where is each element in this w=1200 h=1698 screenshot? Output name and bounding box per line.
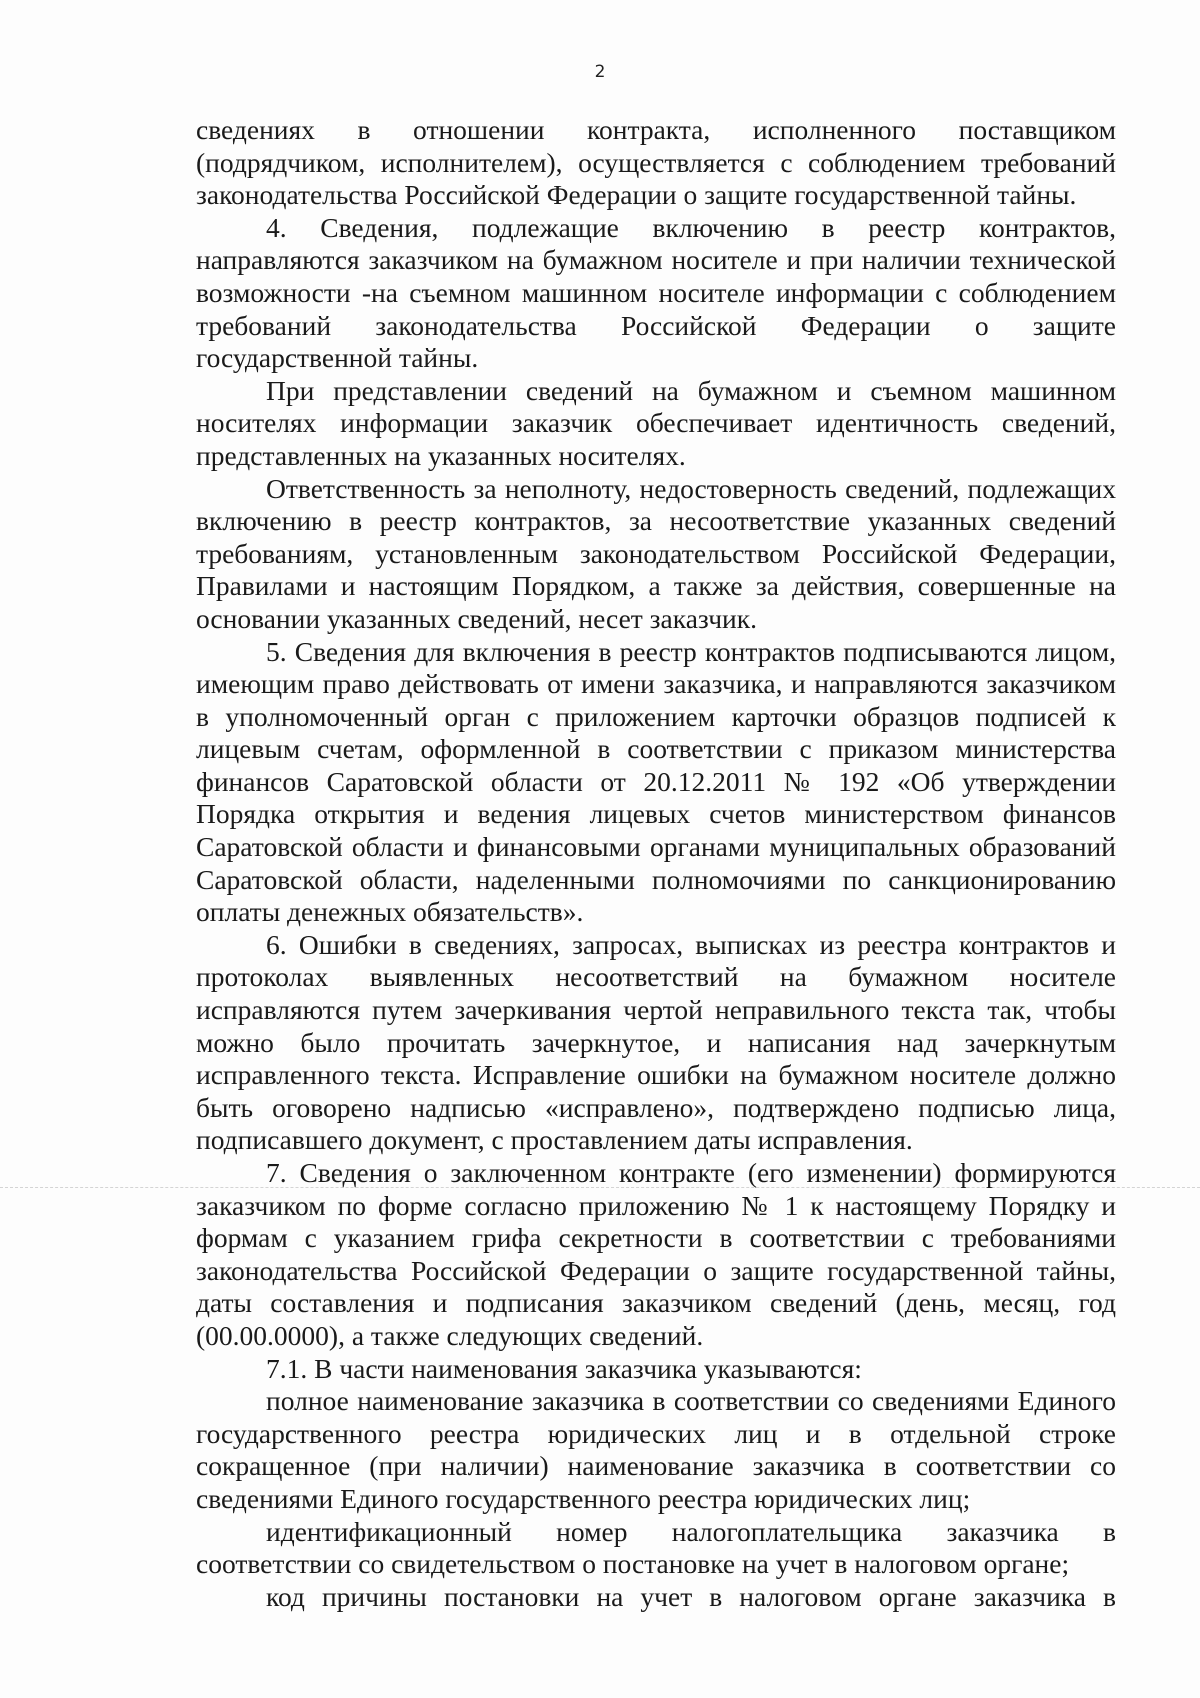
text-line: представленных на указанных носителях. [196,439,686,471]
text-line: протоколах выявленных несоответствий на бумажном носителе [196,961,1116,993]
text-line: 7. Сведения о заключенном контракте (его изменении) формируются [266,1157,1116,1188]
text-line: государственного реестра юридических лиц и в отдельной строке [196,1417,1116,1449]
text-line: можно было прочитать зачеркнутое, и написания над зачеркнутым [196,1026,1116,1058]
text-line: код причины постановки на учет в налоговом органе заказчика в [266,1580,1116,1612]
text-line: 6. Ошибки в сведениях, запросах, выписках из реестра контрактов и [266,928,1116,960]
text-line: основании указанных сведений, несет заказчик. [196,602,757,634]
text-line: в уполномоченный орган с приложением карточки образцов подписей к [196,700,1116,732]
text-line: Порядка открытия и ведения лицевых счетов министерством финансов [196,798,1116,830]
text-line: оплаты денежных обязательств». [196,896,584,928]
document-body [196,114,1116,1613]
text-line: сведениями Единого государственного реестра юридических лиц; [196,1482,971,1514]
text-line: 4. Сведения, подлежащие включению в реестр контрактов, [266,211,1116,243]
text-line: требований законодательства Российской Федерации о защите [196,309,1116,341]
text-line: 7.1. В части наименования заказчика указываются: [266,1352,862,1384]
text-line: исправленного текста. Исправление ошибки на бумажном носителе должно [196,1059,1116,1091]
text-line: полное наименование заказчика в соответствии со сведениями Единого [266,1385,1116,1417]
text-line: (00.00.0000), а также следующих сведений. [196,1319,704,1351]
text-line: сокращенное (при наличии) наименование заказчика в соответствии со [196,1450,1116,1482]
text-line: идентификационный номер налогоплательщика заказчика в [266,1515,1116,1547]
text-line: 5. Сведения для включения в реестр контрактов подписываются лицом, [266,635,1116,667]
text-line: сведениях в отношении контракта, исполненного поставщиком [196,114,1116,145]
page-number: 2 [594,62,606,82]
text-line: государственной тайны. [196,342,479,374]
text-line: соответствии со свидетельством о постановке на учет в налоговом органе; [196,1548,1070,1580]
text-line: включению в реестр контрактов, за несоответствие указанных сведений [196,505,1116,537]
text-line: лицевым счетам, оформленной в соответствии с приказом министерства [196,733,1116,765]
text-line: законодательства Российской Федерации о защите государственной тайны, [196,1254,1116,1286]
text-line: Саратовской области, наделенными полномочиями по санкционированию [196,863,1116,895]
text-line: Правилами и настоящим Порядком, а также за действия, совершенные на [196,570,1116,602]
text-line: финансов Саратовской области от 20.12.2011 № 192 «Об утверждении [196,765,1116,797]
text-line: носителях информации заказчик обеспечивает идентичность сведений, [196,407,1116,439]
text-line: направляются заказчиком на бумажном носителе и при наличии технической [196,244,1116,276]
text-line: законодательства Российской Федерации о защите государственной тайны. [196,179,1077,211]
text-line: Ответственность за неполноту, недостоверность сведений, подлежащих [266,472,1116,504]
text-line: заказчиком по форме согласно приложению № 1 к настоящему Порядку и [196,1189,1116,1221]
text-line: Саратовской области и финансовыми органами муниципальных образований [196,831,1116,863]
text-line: имеющим право действовать от имени заказчика, и направляются заказчиком [196,668,1116,700]
text-line: требованиям, установленным законодательством Российской Федерации, [196,537,1116,569]
text-line: исправляются путем зачеркивания чертой неправильного текста так, чтобы [196,994,1116,1026]
text-line: быть оговорено надписью «исправлено», подтверждено подписью лица, [196,1091,1116,1123]
text-line: даты составления и подписания заказчиком сведений (день, месяц, год [196,1287,1116,1319]
text-line: (подрядчиком, исполнителем), осуществляется с соблюдением требований [196,146,1116,178]
text-line: возможности -на съемном машинном носителе информации с соблюдением [196,276,1116,308]
text-line: подписавшего документ, с проставлением даты исправления. [196,1124,913,1156]
text-line: При представлении сведений на бумажном и съемном машинном [266,374,1116,406]
text-line: формам с указанием грифа секретности в соответствии с требованиями [196,1222,1116,1254]
